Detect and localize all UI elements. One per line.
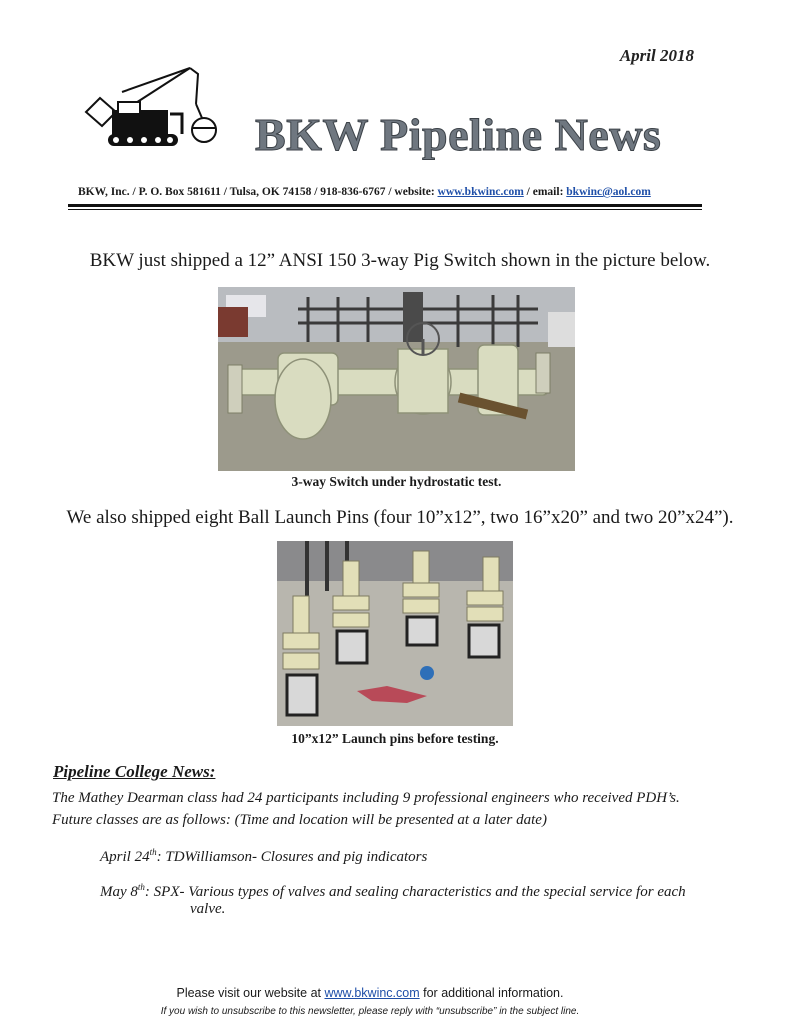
intro-paragraph: BKW just shipped a 12” ANSI 150 3-way Pig Switch shown in the picture below. [89,250,711,271]
event-date-suffix: th [137,882,145,892]
footer-website-link[interactable]: www.bkwinc.com [324,986,420,1000]
event-description: : TDWilliamson- Closures and pig indicators [156,849,428,865]
launch-pins-photo [277,541,513,726]
visit-prefix: Please visit our website at [176,986,325,1000]
email-link[interactable]: bkwinc@aol.com [566,186,651,198]
header-rule-thin [68,209,702,210]
contact-details: BKW, Inc. / P. O. Box 581611 / Tulsa, OK 74158 / 918-836-6767 / website: [78,186,438,198]
newsletter-title: BKW Pipeline News [255,109,662,160]
event-date: May 8 [100,884,138,900]
event-date: April 24 [100,849,150,865]
college-class-summary: The Mathey Dearman class had 24 participants including 9 professional engineers who received PDH’s. [52,790,680,806]
college-future-classes: Future classes are as follows: (Time and location will be presented at a later date) [52,812,547,828]
photo1-caption: 3-way Switch under hydrostatic test. [291,474,502,489]
photo2-caption: 10”x12” Launch pins before testing. [291,731,499,746]
footer-visit-line [0,986,740,1000]
website-link[interactable]: www.bkwinc.com [437,186,524,198]
event-date-suffix: th [149,847,157,857]
visit-suffix: for additional information. [419,986,564,1000]
event-description-continued: valve. [190,901,226,917]
launch-pins-paragraph: We also shipped eight Ball Launch Pins (four 10”x12”, two 16”x20” and two 20”x24”). [66,507,734,528]
event-description: : SPX- Various types of valves and sealing characteristics and the special service for each [144,884,686,900]
event-may-8 [100,879,700,918]
contact-line [78,186,718,198]
pig-switch-photo [218,287,575,471]
unsubscribe-note: If you wish to unsubscribe to this newsletter, please reply with “unsubscribe” in the subject line. [160,1006,580,1017]
issue-date: April 2018 [619,46,694,65]
pipelayer-logo [78,64,218,156]
email-label: / email: [523,186,567,198]
event-april-24 [100,847,427,866]
pipeline-college-heading: Pipeline College News: [53,762,216,781]
header-rule-thick [68,204,702,207]
